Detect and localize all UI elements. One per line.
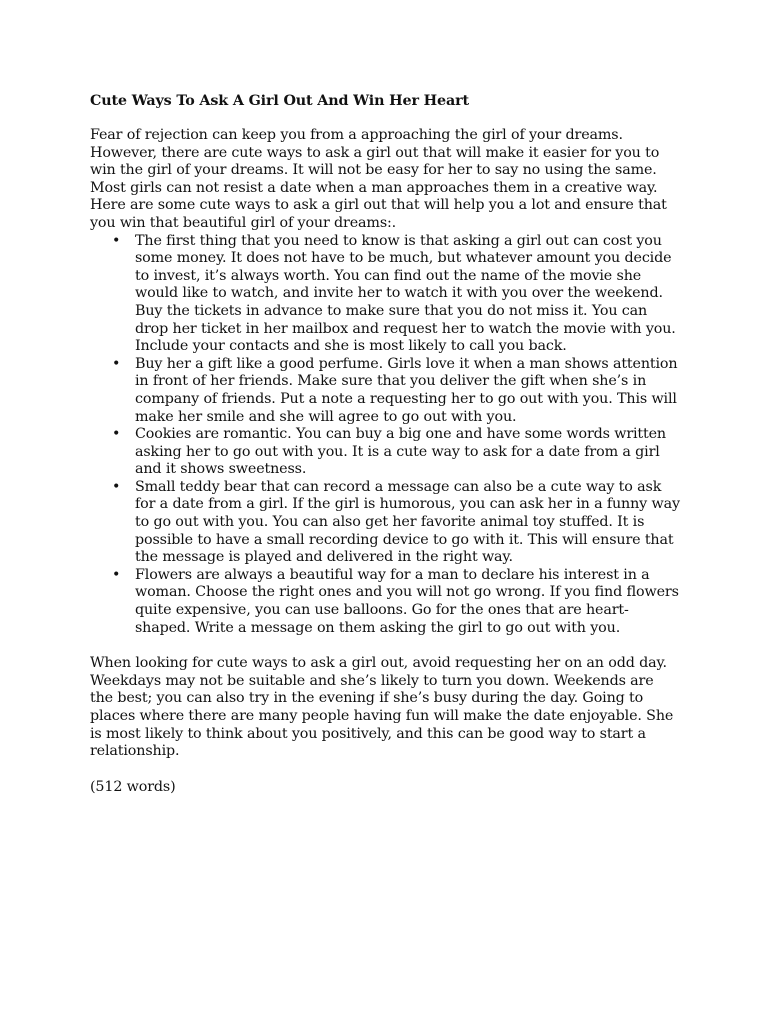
bullet-text: Cookies are romantic. You can buy a big one and have some words written asking her to go out with you. It is a cute way to ask for a date from a girl and it shows sweetness. xyxy=(135,426,666,478)
bullet-text: Flowers are always a beautiful way for a man to declare his interest in a woman. Choose the right ones and you will not go wrong. If you find flowers quite expensive, you can use balloons. Go for the ones that are heart-shaped. Write a message on them asking the girl to go out with you. xyxy=(135,566,679,636)
intro-paragraph: Fear of rejection can keep you from a approaching the girl of your dreams. However, there are cute ways to ask a girl out that will make it easier for you to win the girl of your dreams. It will not be easy for her to say no using the same. Most girls can not resist a date when a man approaches them in a creative way. Here are some cute ways to ask a girl out that will help you a lot and ensure that you win that beautiful girl of your dreams:. xyxy=(90,127,667,231)
bullet-item-5 xyxy=(90,567,680,637)
bullet-list xyxy=(90,233,680,638)
word-count: (512 words) xyxy=(90,778,176,795)
bullet-item-1 xyxy=(90,233,680,356)
bullet-icon: • xyxy=(112,355,121,372)
paragraph-spacer xyxy=(90,761,680,779)
closing-paragraph: When looking for cute ways to ask a girl out, avoid requesting her on an odd day. Weekdays may not be suitable and she’s likely to turn you down. Weekends are the best; you can also try in the evening if she’s busy during the day. Going to places where there are many people having fun will make the date enjoyable. She is most likely to think about you positively, and this can be good way to start a relationship. xyxy=(90,655,674,760)
bullet-text: Buy her a gift like a good perfume. Girls love it when a man shows attention in front of her friends. Make sure that you deliver the gift when she’s in company of friends. Put a note a requesting her to go out with you. This will make her smile and she will agree to go out with you. xyxy=(135,355,678,425)
bullet-item-4 xyxy=(90,479,680,567)
bullet-item-3 xyxy=(90,426,680,479)
document-page xyxy=(90,92,680,796)
bullet-text: The first thing that you need to know is that asking a girl out can cost you some money. It does not have to be much, but whatever amount you decide to invest, it’s always worth. You can find out the name of the movie she would like to watch, and invite her to watch it with you over the weekend. Buy the tickets in advance to make sure that you do not miss it. You can drop her ticket in her mailbox and request her to watch the movie with you. Include your contacts and she is most likely to call you back. xyxy=(135,232,676,355)
bullet-text: Small teddy bear that can record a message can also be a cute way to ask for a date from a girl. If the girl is humorous, you can ask her in a funny way to go out with you. You can also get her favorite animal toy stuffed. It is possible to have a small recording device to go with it. This will ensure that the message is played and delivered in the right way. xyxy=(135,478,680,566)
paragraph-spacer xyxy=(90,637,680,655)
bullet-icon: • xyxy=(112,566,121,583)
bullet-item-2 xyxy=(90,356,680,426)
document-title: Cute Ways To Ask A Girl Out And Win Her Heart xyxy=(90,93,469,109)
bullet-icon: • xyxy=(112,232,121,249)
bullet-icon: • xyxy=(112,426,121,443)
bullet-icon: • xyxy=(112,478,121,495)
